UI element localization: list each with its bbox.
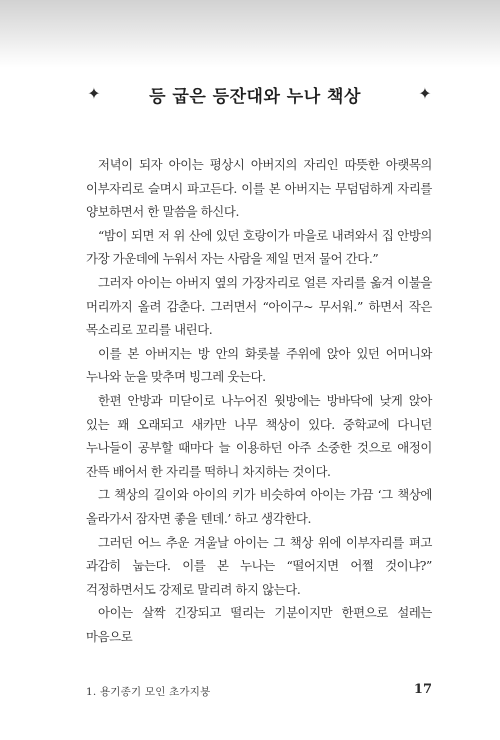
star-ornament-icon: ✦ [87, 84, 101, 103]
paragraph: 이를 본 아버지는 방 안의 화롯불 주위에 앉아 있던 어머니와 누나와 눈을 맞추며 빙그레 웃는다. [86, 345, 432, 385]
header-gradient-band [0, 0, 500, 68]
page-footer [86, 682, 432, 702]
paragraph: 그러자 아이는 아버지 옆의 가장자리로 얼른 자리를 옮겨 이불을 머리까지 올려 감춘다. 그러면서 “아이구~ 무서워.” 하면서 작은 목소리로 꼬리를 내린다. [86, 274, 432, 338]
chapter-title-row [0, 78, 500, 118]
running-footer-chapter: 1. 용기종기 모인 초가지붕 [86, 686, 211, 698]
paragraph: 아이는 살짝 긴장되고 떨리는 기분이지만 한편으로 설레는 마음으로 [86, 605, 432, 644]
body-text [86, 153, 432, 648]
paragraph: “밤이 되면 저 위 산에 있던 호랑이가 마을로 내려와서 집 안방의 가장 가운데에 누워서 자는 사람을 제일 먼저 물어 간다.” [86, 227, 432, 267]
paragraph: 한편 안방과 미닫이로 나누어진 윗방에는 방바닥에 낮게 앉아 있는 꽤 오래되고 새카만 나무 책상이 있다. 중학교에 다니던 누나들이 공부할 때마다 늘 이용하던 아주 소중한 것으로 애정이 잔뜩 배어서 한 자리를 떡하니 차지하는 것이다. [86, 392, 432, 479]
page-number: 17 [413, 682, 432, 697]
section-title: 등 굽은 등잔대와 누나 책상 [149, 87, 361, 107]
paragraph: 그 책상의 길이와 아이의 키가 비슷하여 아이는 가끔 ‘그 책상에 올라가서 잠자면 좋을 텐데.’ 하고 생각한다. [86, 487, 432, 526]
paragraph: 그러던 어느 추운 겨울날 아이는 그 책상 위에 이부자리를 펴고 과감히 눕는다. 이를 본 누나는 “떨어지면 어쩔 것이냐?” 걱정하면서도 강제로 말리려 하지 않는다. [86, 534, 432, 597]
star-ornament-icon: ✦ [418, 84, 432, 103]
paragraph: 저녁이 되자 아이는 평상시 아버지의 자리인 따뜻한 아랫목의 이부자리로 슬며시 파고든다. 이를 본 아버지는 무덤덤하게 자리를 양보하면서 한 말씀을 하신다. [86, 157, 432, 220]
